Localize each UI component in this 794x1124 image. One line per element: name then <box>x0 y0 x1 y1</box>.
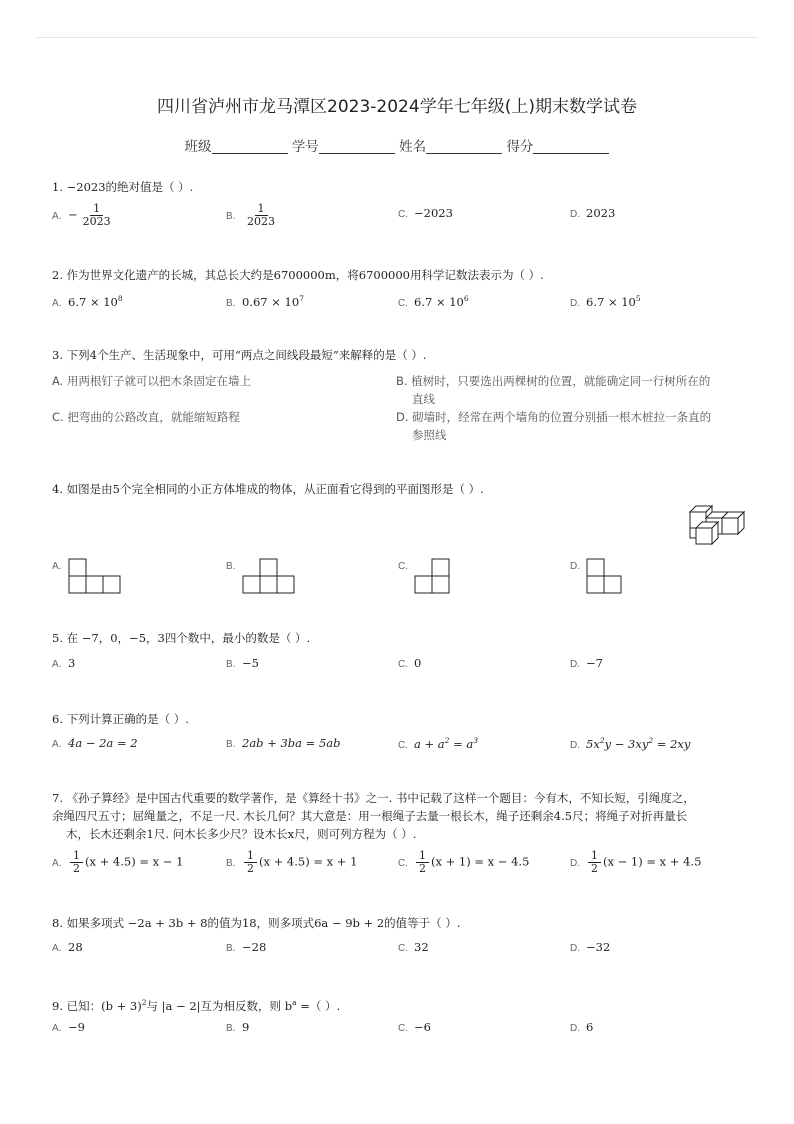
top-divider <box>36 37 758 38</box>
q6-option-a: A. 4a − 2a = 2 <box>52 736 138 750</box>
q8-option-a: A. 28 <box>52 940 83 954</box>
q3-option-c: C. 把弯曲的公路改直，就能缩短路程 <box>52 410 240 424</box>
q2-option-b: B. $0.67 \times 10^7$ <box>226 294 304 309</box>
q1-option-b: B. $\frac{1}{2023}$ <box>226 202 275 228</box>
q4-d-shape <box>586 558 624 594</box>
q4-option-c: C. <box>398 558 414 572</box>
page-title: 四川省泸州市龙马潭区2023-2024学年七年级(上)期末数学试卷 <box>157 97 637 117</box>
question-6-options <box>52 736 752 766</box>
q4-c-shape <box>414 558 452 594</box>
student-info-line <box>0 135 794 155</box>
q5-option-b: B. −5 <box>226 656 259 670</box>
question-4-options <box>52 558 752 598</box>
question-5-stem: 5. 在 −7，0，−5，3四个数中，最小的数是（ ）. <box>52 631 311 645</box>
q6-option-c: C. $a + a^2 = a^3$ <box>398 736 479 751</box>
question-5-options <box>52 656 752 686</box>
question-1-stem: 1. −2023的绝对值是（ ）. <box>52 180 194 194</box>
class-blank <box>212 139 288 154</box>
id-label: 学号 <box>291 139 319 155</box>
q8-option-d: D. −32 <box>570 940 611 954</box>
question-3-stem: 3. 下列4个生产、生活现象中，可用“两点之间线段最短”来解释的是（ ）. <box>52 348 427 362</box>
q4-option-a: A. <box>52 558 68 572</box>
q4-option-d: D. <box>570 558 586 572</box>
q1-option-d: D. 2023 <box>570 206 616 220</box>
q7-option-d: D. $\frac{1}{2}$ (x − 1) = x + 4.5 <box>570 849 702 875</box>
q4-a-shape <box>68 558 122 594</box>
q7-option-b: B. $\frac{1}{2}$ (x + 4.5) = x + 1 <box>226 849 358 875</box>
q4-b-shape <box>242 558 296 594</box>
q3-option-d: D. 砌墙时，经常在两个墙角的位置分别插一根木桩拉一条直的 参照线 <box>396 410 712 442</box>
q9-option-d: D. 6 <box>570 1020 594 1034</box>
q2-option-c: C. $6.7 \times 10^6$ <box>398 294 469 309</box>
q9-option-c: C. −6 <box>398 1020 431 1034</box>
question-2-stem: 2. 作为世界文化遗产的长城，其总长大约是6700000m，将6700000用科学记数法表示为（ ）. <box>52 268 544 282</box>
question-9-stem: 9. 已知：$(b + 3)^2$与 |a − 2|互为相反数，则 $b^a$ =（ ）. <box>52 998 341 1013</box>
q5-option-d: D. −7 <box>570 656 603 670</box>
q9-option-a: A. −9 <box>52 1020 85 1034</box>
q7-option-c: C. $\frac{1}{2}$ (x + 1) = x − 4.5 <box>398 849 530 875</box>
stacked-cubes-figure <box>686 502 746 550</box>
question-9-options <box>52 1020 752 1050</box>
question-6-stem: 6. 下列计算正确的是（ ）. <box>52 712 189 726</box>
question-2-options <box>52 294 752 324</box>
q2-option-d: D. $6.7 \times 10^5$ <box>570 294 641 309</box>
question-8-options <box>52 940 752 970</box>
q6-option-b: B. 2ab + 3ba = 5ab <box>226 736 341 750</box>
question-7-stem: 7. 《孙子算经》是中国古代重要的数学著作，是《算经十书》之一. 书中记载了这样一个题目：今有木，不知长短，引绳度之， 余绳四尺五寸；屈绳量之，不足一尺. 木长几何？其大意是：用一根绳子去量一根长木，绳子还剩余4.5尺；将绳子对折再量长 木，长木还剩余1尺. 问木长多少尺？设木长x尺，则可列方程为（ ）. <box>52 791 695 841</box>
class-label: 班级 <box>184 139 212 155</box>
q8-option-b: B. −28 <box>226 940 267 954</box>
q6-option-d: D. $5x^2y - 3xy^2 = 2xy$ <box>570 736 691 751</box>
question-4-stem: 4. 如图是由5个完全相同的小正方体堆成的物体，从正面看它得到的平面图形是（ ）. <box>52 482 484 496</box>
q8-option-c: C. 32 <box>398 940 429 954</box>
question-8-stem: 8. 如果多项式 −2a + 3b + 8的值为18，则多项式6a − 9b + 2的值等于（ ）. <box>52 916 461 930</box>
q7-option-a: A. $\frac{1}{2}$ (x + 4.5) = x − 1 <box>52 849 184 875</box>
q3-option-a: A. 用两根钉子就可以把木条固定在墙上 <box>52 374 251 388</box>
name-label: 姓名 <box>399 139 427 155</box>
score-blank <box>533 139 609 154</box>
question-7-options <box>52 850 752 884</box>
q9-option-b: B. 9 <box>226 1020 250 1034</box>
name-blank <box>426 139 502 154</box>
id-blank <box>319 139 395 154</box>
q5-option-a: A. 3 <box>52 656 76 670</box>
q2-option-a: A. $6.7 \times 10^8$ <box>52 294 123 309</box>
q4-option-b: B. <box>226 558 242 572</box>
score-label: 得分 <box>506 139 534 155</box>
q1-option-a: A. − $\frac{1}{2023}$ <box>52 202 111 228</box>
q5-option-c: C. 0 <box>398 656 422 670</box>
q3-option-b: B. 植树时，只要选出两棵树的位置，就能确定同一行树所在的 直线 <box>396 374 711 406</box>
q1-option-c: C. −2023 <box>398 206 453 220</box>
question-1-options <box>52 203 752 233</box>
